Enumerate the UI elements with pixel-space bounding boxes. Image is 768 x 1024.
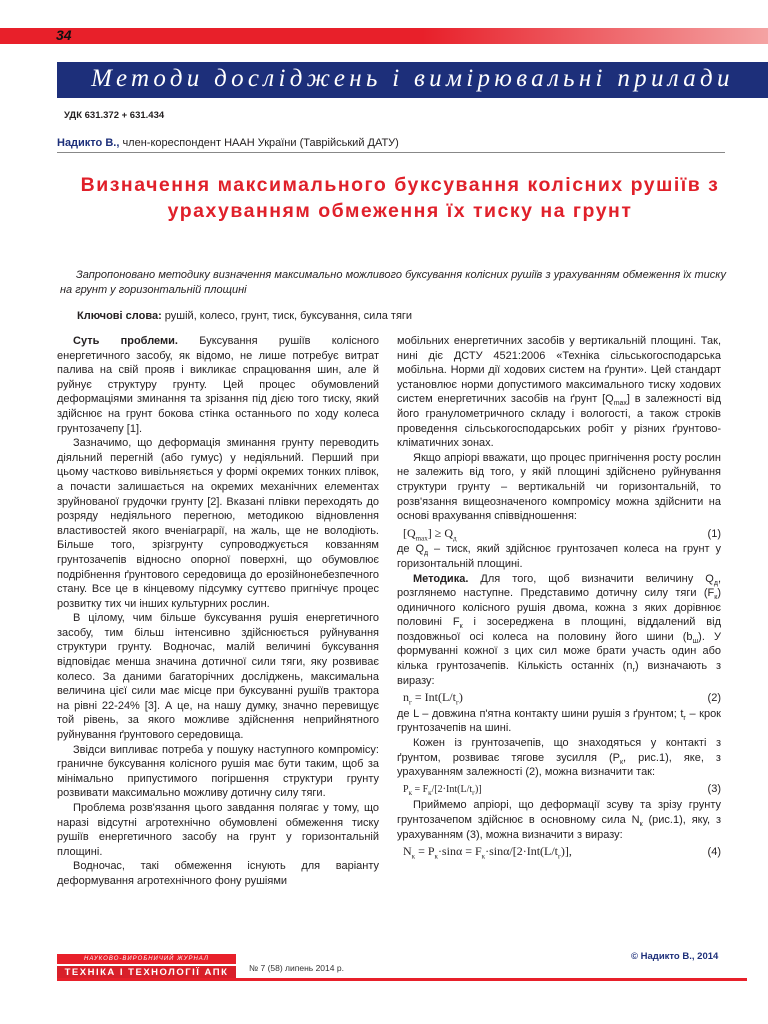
subscript: г xyxy=(632,667,636,675)
paragraph: Звідси випливає потреба у пошуку наступного компромісу: граничне буксування колісного рушія має бути таким, щоб за мінімально припустимого погіршення структури грунту розвивати максимально можливу дотичну силу тяги. xyxy=(57,743,379,800)
paragraph-text: і зосереджена в площині, віддалений від поздовжньої осі колеса на половину його шини (b xyxy=(397,616,721,643)
paragraph: В цілому, чим більше буксування рушія енергетичного засобу, тим більш інтенсивно здійснюється руйнування структури грунту. Водночас, малій величині буксування відповідає менша значина дотичної сили тяги, яку розвиває колесо. За даними багаторічних досліджень, максимальна величина цієї сили має місце при буксуванні рушіїв трактора на рівні 22-24% [3]. А це, на нашу думку, значно перевищує той рівень, за якого можливе здійснення неприйнятного руйнування ґрунтового середовища. xyxy=(57,612,379,742)
paragraph-text: Для того, щоб визначити величину Q xyxy=(468,572,714,585)
formula-number: (3) xyxy=(707,782,721,795)
formula-number: (4) xyxy=(707,846,721,859)
paragraph-text: (рис.1), яку, з урахуванням (3), можна визначити з виразу: xyxy=(397,814,721,841)
formula-expression xyxy=(403,844,572,859)
paragraph-text: – тиск, який здійснює грунтозачеп колеса на грунт у горизонтальній площині. xyxy=(397,543,721,570)
subscript: max xyxy=(613,400,627,408)
left-column xyxy=(57,334,379,889)
subscript: г xyxy=(455,698,459,707)
subscript: г xyxy=(472,788,475,797)
journal-logo xyxy=(57,954,236,978)
formula-part: ·sinα = F xyxy=(437,844,482,859)
issue-info: № 7 (58) липень 2014 р. xyxy=(249,963,344,973)
subscript: к xyxy=(619,758,624,766)
paragraph xyxy=(397,334,721,451)
journal-subtitle: НАУКОВО-ВИРОБНИЧИЙ ЖУРНАЛ xyxy=(57,954,236,964)
paragraph: Зазначимо, що деформація зминання грунту переводить діяльний перегній (або гумус) у недіяльний. Перший при цьому частково вивільняється у формі окремих тонких плівок, а почасти залишається на окремих механічних елементах зруйнованої грудочки грунту [2]. Вказані плівки переходять до розряду недіяльного перегною, методикою відновлення властивостей якого вченіаграрії, на жаль, ще не володіють. Більше того, зрізгрунту супроводжується ковзанням грунтозачепів відносно опорної поверхні, що обумовлює подрібнення ґрунтового середовища до ерозійнонебезпечного стану. Все це в кінцевому підсумку суттєво пригнічує процес розвитку тих чи інших культурних рослин. xyxy=(57,437,379,610)
subscript: к xyxy=(434,852,438,861)
keywords-text: рушій, колесо, грунт, тиск, буксування, сила тяги xyxy=(161,310,413,322)
formula-part: )] xyxy=(475,783,482,795)
keywords xyxy=(77,310,412,322)
formula-part: /[2·Int(L/t xyxy=(431,783,473,795)
copyright: © Надикто В., 2014 xyxy=(631,951,719,962)
section-heading-problem: Суть проблеми. xyxy=(73,335,178,347)
subscript: к xyxy=(714,594,718,602)
formula-part: ) xyxy=(458,690,463,705)
paragraph: Проблема розв'язання цього завдання полягає у тому, що наразі відсутні агротехнічно обумовлені обмеження тиску рушіїв енергетичного засобу на грунт у горизонтальній площині. xyxy=(57,802,379,858)
section-banner xyxy=(57,62,768,98)
paragraph-text: ). У формуванні кожної з цих сил може брати участь один або кілька грунтозачепів. Кількість останніх (n xyxy=(397,630,721,673)
formula-number: (1) xyxy=(707,527,721,540)
subscript: г xyxy=(683,715,686,723)
paragraph-text: ) визначають з виразу: xyxy=(397,660,721,687)
author-name: Надикто В., xyxy=(57,137,120,149)
paragraph xyxy=(397,707,721,736)
formula-2 xyxy=(397,690,721,706)
formula-expression xyxy=(403,783,482,798)
subscript: д xyxy=(713,579,718,587)
subscript: д xyxy=(452,534,457,543)
subscript: к xyxy=(459,623,463,631)
subscript: г xyxy=(409,698,412,707)
paragraph: Якщо апріорі вважати, що процес пригнічення росту рослин не залежить від того, у якій площині здійснено руйнування структури грунту – вертикальній чи горизонтальній, то розв'язання вищеозначеного компромісу можна здійснити на основі врахування співвідношення: xyxy=(397,451,721,523)
paragraph: Водночас, такі обмеження існують для варіанту деформування агротехнічного фону рушіями xyxy=(57,860,379,887)
article-title: Визначення максимального буксування колісних рушіїв з урахуванням обмеження їх тиску на грунт xyxy=(80,174,720,222)
paragraph-text: Буксування рушіїв колісного енергетичного засобу, як відомо, не лише потребує витрат палива на свій прояв і викликає спрацювання шин, але й руйнує структуру грунту. Цей процес обумовлений деформаціями зминання та зрізання під дією того тиску, який здійснює на грунт бокова стінка останнього по ходу колеса грунтозачепу [1]. xyxy=(57,335,379,435)
author-line xyxy=(57,137,399,149)
header-red-stripe xyxy=(0,28,768,44)
udk-code: УДК 631.372 + 631.434 xyxy=(64,110,165,121)
formula-part: N xyxy=(403,844,412,859)
subscript: к xyxy=(481,852,486,861)
formula-part: = Int(L/t xyxy=(411,690,456,705)
formula-number: (2) xyxy=(707,692,721,705)
subscript: к xyxy=(408,788,412,797)
formula-part: = F xyxy=(411,783,429,795)
formula-part: ] ≥ Q xyxy=(427,525,453,540)
paragraph xyxy=(397,572,721,689)
paragraph-text: – крок грунтозачепів на шині. xyxy=(397,707,721,735)
paragraph xyxy=(397,798,721,842)
subscript: max xyxy=(415,534,428,543)
paragraph-text: , розглянемо наступне. Представимо дотичну силу тяги (F xyxy=(397,572,721,600)
header-bar xyxy=(0,26,768,46)
paragraph-text: , рис.1), яке, з урахуванням залежності (2), можна визначити так: xyxy=(397,751,721,779)
paragraph-text: Приймемо апріорі, що деформації зсуву та зрізу грунту грунтозачепом здійснює в основному сила N xyxy=(397,799,721,826)
subscript: ш xyxy=(692,638,699,646)
footer-red-line xyxy=(57,978,747,981)
page-number: 34 xyxy=(56,27,72,43)
journal-name: ТЕХНІКА І ТЕХНОЛОГІЇ АПК xyxy=(57,965,236,979)
formula-part: [Q xyxy=(403,525,416,540)
keywords-label: Ключові слова: xyxy=(77,310,162,322)
formula-part: = P xyxy=(415,844,435,859)
divider xyxy=(57,152,725,153)
abstract: Запропоновано методику визначення максимально можливого буксування колісних рушіїв з урахуванням обмеження їх тиску на грунт у горизонтальній площині xyxy=(60,269,726,296)
paragraph-text: Кожен із грунтозачепів, що знаходяться у контакті з ґрунтом, розвиває тягове зусилля (P xyxy=(397,737,721,764)
formula-1 xyxy=(397,526,721,542)
paragraph xyxy=(397,736,721,780)
section-title: Методи досліджень і вимірювальні прилади xyxy=(91,65,734,92)
subscript: г xyxy=(558,852,561,861)
author-affiliation: член-кореспондент НААН України (Таврійський ДАТУ) xyxy=(119,137,399,149)
formula-4 xyxy=(397,844,721,860)
formula-part: n xyxy=(403,690,409,705)
paragraph-text: ) одиничного колісного рушія двома, кожна з яких дорівнює половині F xyxy=(397,587,721,629)
paragraph-text: мобільних енергетичних засобів у вертикальній площині. Так, нині діє ДСТУ 4521:2006 «Техніка сільськогосподарська мобільна. Норми дії ходових систем на ґрунти». Цей стандарт установлює норми допустимого максимального тиску ходових систем енергетичних засобів на ґрунт [Q xyxy=(397,335,721,406)
formula-expression xyxy=(403,690,463,705)
formula-3 xyxy=(397,782,721,798)
paragraph xyxy=(397,542,721,571)
paragraph xyxy=(57,334,379,436)
formula-part: ·sinα/[2·Int(L/t xyxy=(485,844,559,859)
subscript: д xyxy=(424,550,429,558)
subscript: к xyxy=(639,821,643,829)
paragraph-text: ] в залежності від його гранулометричного складу і вологості, а також строків проведення сільськогосподарських робіт у різних ґрунтово-кліматичних зонах. xyxy=(397,393,721,450)
section-heading-method: Методика. xyxy=(413,572,469,585)
paragraph-text: де L – довжина п'ятна контакту шини рушія з ґрунтом; t xyxy=(397,707,684,720)
formula-part: )], xyxy=(560,844,572,859)
paragraph-text: де Q xyxy=(397,543,425,556)
subscript: к xyxy=(411,852,416,861)
right-column xyxy=(397,334,721,861)
formula-expression xyxy=(403,526,457,541)
subscript: к xyxy=(428,788,432,797)
formula-part: P xyxy=(403,783,409,795)
